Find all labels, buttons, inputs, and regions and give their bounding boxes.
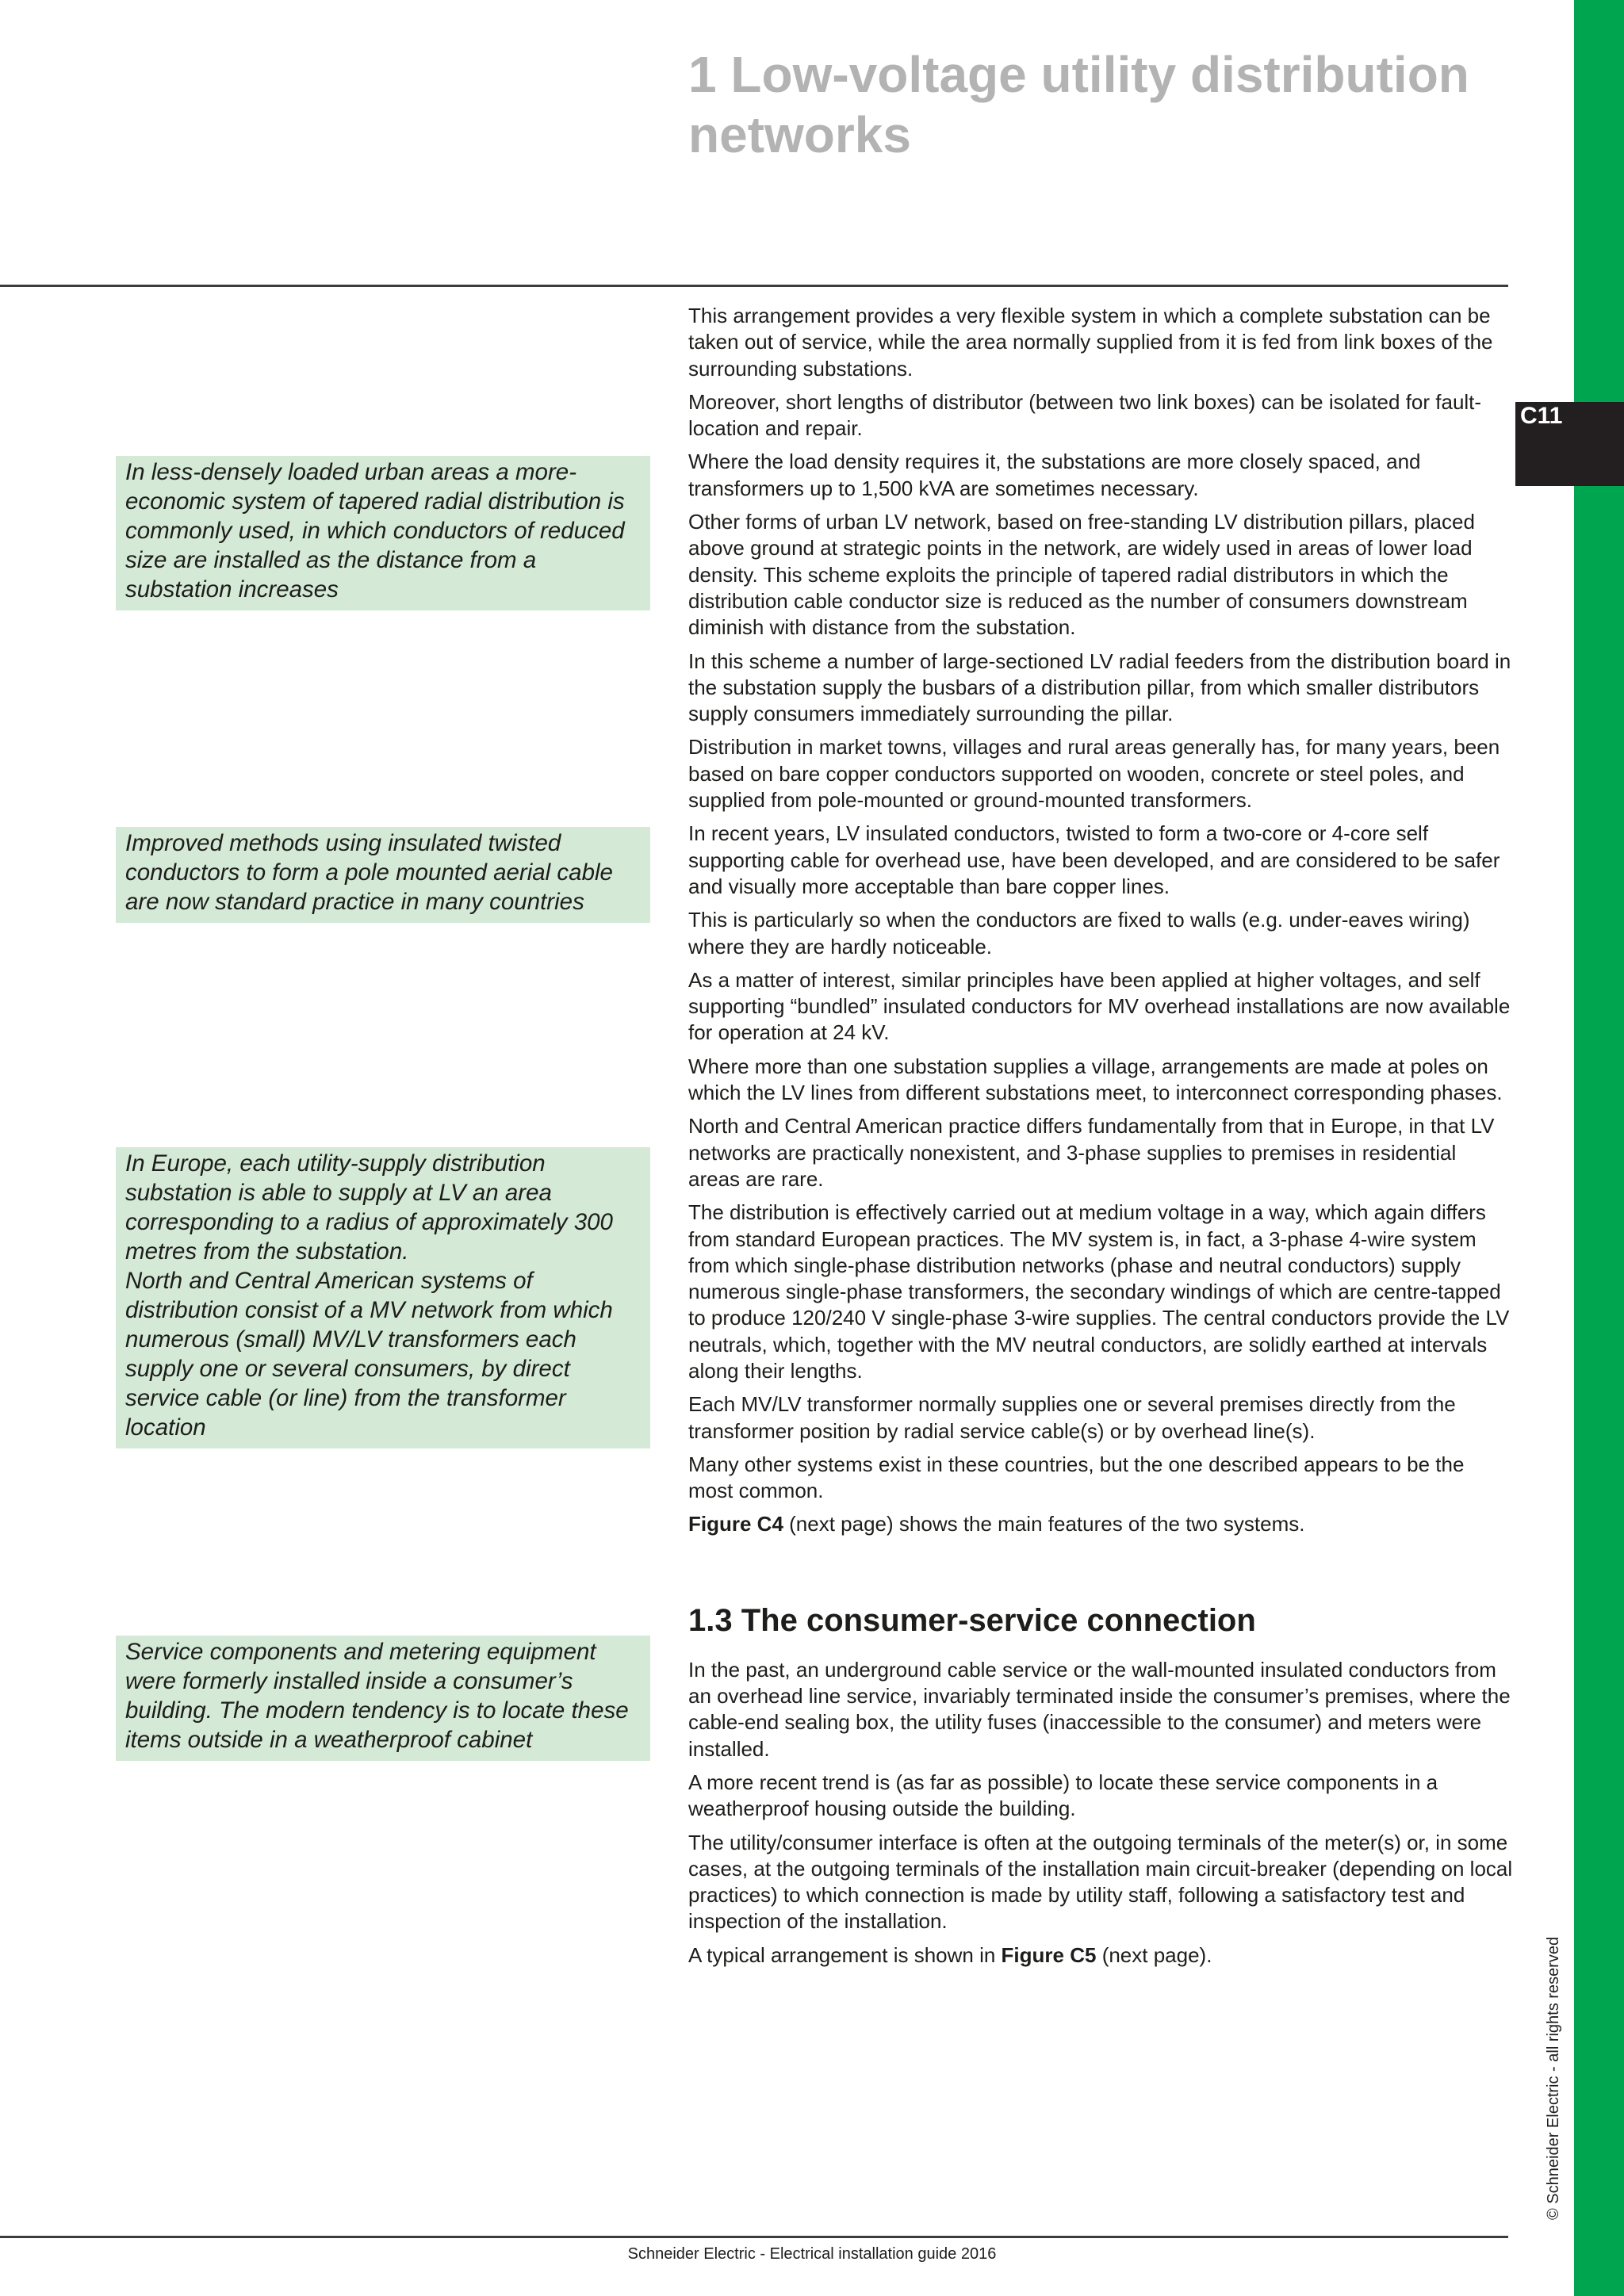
sidenote-service-components (116, 1636, 650, 1761)
body-paragraph: In the past, an underground cable service or the wall-mounted insulated conductors from an overhead line service, invariably terminated inside the consumer’s premises, where the cable-end sealing box, the utility fuses (inaccessible to the consumer) and meters were installed. (688, 1657, 1511, 1761)
sidenote-text: Improved methods using insulated twisted conductors to form a pole mounted aerial cable are now standard practice in many countries (125, 830, 613, 915)
body-paragraph: Other forms of urban LV network, based on free-standing LV distribution pillars, placed above ground at strategic points in the network, are widely used in areas of lower load density. This scheme exploits the principle of tapered radial distributors in which the distribution cable conductor size is reduced as the number of consumers downstream diminish with distance from the substation. (688, 510, 1475, 640)
body-paragraph: Moreover, short lengths of distributor (between two link boxes) can be isolated for fault-location and repair. (688, 389, 1482, 441)
body-paragraph: As a matter of interest, similar principles have been applied at higher voltages, and self supporting “bundled” insulated conductors for MV overhead installations are now available for operation at 24 kV. (688, 967, 1511, 1045)
body-paragraph: Each MV/LV transformer normally supplies one or several premises directly from the transformer position by radial service cable(s) or by overhead line(s). (688, 1392, 1456, 1443)
body-paragraph: Where more than one substation supplies a village, arrangements are made at poles on which the LV lines from different substations meet, to interconnect corresponding phases. (688, 1054, 1503, 1105)
figure-c4-link[interactable]: Figure C4 (688, 1512, 783, 1536)
body-paragraph: In recent years, LV insulated conductors, twisted to form a two-core or 4-core self supporting cable for overhead use, have been developed, and are considered to be safer and visually more acceptable than bare copper lines. (688, 821, 1500, 898)
figure-c4-text: (next page) shows the main features of the two systems. (783, 1512, 1305, 1536)
figure-c5-text-before: A typical arrangement is shown in (688, 1942, 1002, 1967)
bottom-divider (0, 2236, 1508, 2238)
body-paragraph: North and Central American practice differs fundamentally from that in Europe, in that LV networks are practically nonexistent, and 3-phase supplies to premises in residential areas are rare. (688, 1114, 1495, 1191)
sidenote-text: Service components and metering equipment were formerly installed inside a consumer’s building. The modern tendency is to locate these items outside in a weatherproof cabinet (125, 1639, 629, 1753)
body-paragraph: A more recent trend is (as far as possible) to locate these service components in a weatherproof housing outside the building. (688, 1770, 1438, 1821)
chapter-tab (1515, 402, 1624, 486)
page-footer: Schneider Electric - Electrical installation guide 2016 (627, 2245, 997, 2263)
sidenote-text: In less-densely loaded urban areas a more-economic system of tapered radial distribution is commonly used, in which conductors of reduced size are installed as the distance from a substation increases (125, 459, 625, 603)
green-margin-band (1574, 0, 1624, 2296)
figure-c5-text-after: (next page). (1096, 1942, 1212, 1967)
copyright-notice: © Schneider Electric - all rights reserved (1545, 1936, 1562, 2220)
body-paragraph: This arrangement provides a very flexible system in which a complete substation can be taken out of service, while the area normally supplied from it is fed from link boxes of the surrounding substations. (688, 304, 1493, 381)
sidenote-twisted-conductors (116, 827, 650, 923)
page-title: 1 Low-voltage utility distribution networks (688, 46, 1469, 163)
body-paragraph: In this scheme a number of large-sectioned LV radial feeders from the distribution board in the substation supply the busbars of a distribution pillar, from which smaller distributors supply consumers immediately surrounding the pillar. (688, 649, 1511, 726)
figure-c5-link[interactable]: Figure C5 (1001, 1942, 1097, 1967)
body-paragraph: This is particularly so when the conductors are fixed to walls (e.g. under-eaves wiring) where they are hardly noticeable. (688, 908, 1470, 959)
main-text-column (688, 303, 1513, 1976)
figure-c4-reference (688, 1511, 1513, 1537)
sidenote-text: In Europe, each utility-supply distribution substation is able to supply at LV an area corresponding to a radius of approximately 300 metres from the substation. (125, 1150, 613, 1265)
body-paragraph: Many other systems exist in these countries, but the one described appears to be the most common. (688, 1452, 1465, 1503)
figure-c5-reference (688, 1942, 1513, 1969)
sidenote-urban-tapered-radial (116, 456, 650, 610)
top-divider (0, 285, 1508, 287)
body-paragraph: Where the load density requires it, the substations are more closely spaced, and transformers up to 1,500 kVA are sometimes necessary. (688, 450, 1421, 500)
chapter-tab-label: C11 (1520, 403, 1563, 429)
section-heading: 1.3 The consumer-service connection (688, 1602, 1256, 1638)
body-paragraph: Distribution in market towns, villages and rural areas generally has, for many years, been based on bare copper conductors supported on wooden, concrete or steel poles, and supplied from pole-mounted or ground-mounted transformers. (688, 735, 1500, 813)
body-paragraph: The distribution is effectively carried out at medium voltage in a way, which again differs from standard European practices. The MV system is, in fact, a 3-phase 4-wire system from which single-phase distribution networks (phase and neutral conductors) supply numerous single-phase transformers, the secondary windings of which are centre-tapped to produce 120/240 V single-phase 3-wire supplies. The central conductors provide the LV neutrals, which, together with the MV neutral conductors, are solidly earthed at intervals along their lengths. (688, 1200, 1510, 1383)
sidenote-text: North and Central American systems of distribution consist of a MV network from which numerous (small) MV/LV transformers each supply one or several consumers, by direct service cable (or line) from the transformer location (125, 1268, 613, 1441)
body-paragraph: The utility/consumer interface is often at the outgoing terminals of the meter(s) or, in some cases, at the outgoing terminals of the installation main circuit-breaker (depending on local practices) to which connection is made by utility staff, following a satisfactory test and inspection of the installation. (688, 1830, 1513, 1934)
sidenote-europe-north-america (116, 1147, 650, 1448)
